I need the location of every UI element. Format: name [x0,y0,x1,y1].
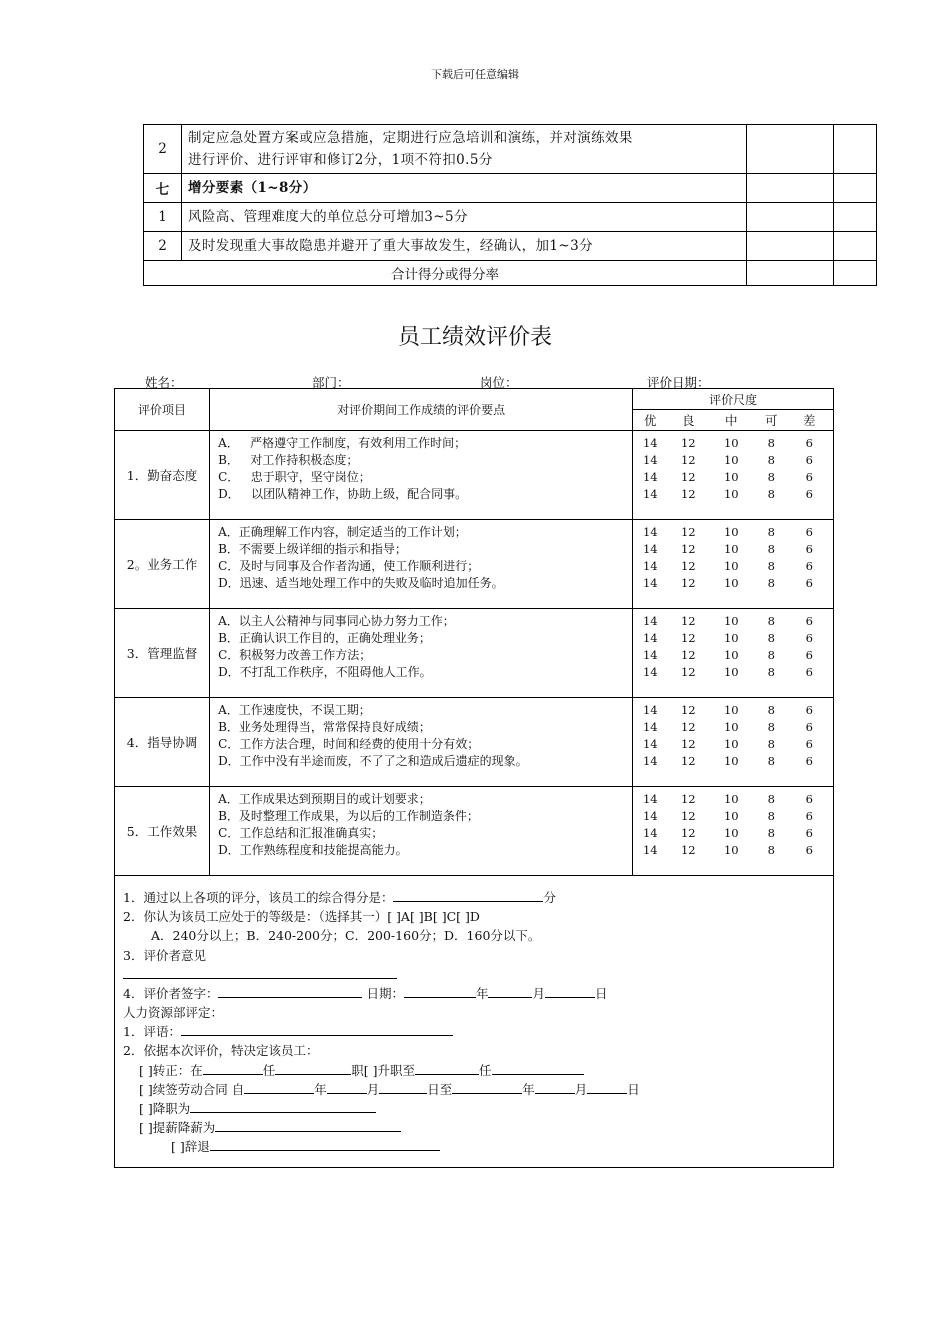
score-value[interactable]: 8 [767,614,775,628]
table-row [144,125,877,174]
total-row [144,261,877,286]
evaluation-point: D．不打乱工作秩序，不阻碍他人工作。 [218,665,432,679]
evaluation-points [210,698,633,787]
hr-evaluation-label: 人力资源部评定： [123,1005,224,1021]
evaluation-summary [115,876,834,1168]
score-row [633,825,833,842]
evaluation-item: 5．工作效果 [115,787,210,876]
row-text: 风险高、管理难度大的单位总分可增加3~5分 [182,203,747,232]
score-value[interactable]: 12 [680,737,696,751]
score-row [633,647,833,664]
score-value[interactable]: 6 [805,525,813,539]
evaluation-points [210,787,633,876]
score-value[interactable]: 6 [805,559,813,573]
renew-to-year[interactable] [452,1080,522,1094]
evaluation-point: B．正确认识工作目的，正确处理业务； [218,631,431,645]
score-value[interactable]: 8 [767,843,775,857]
row-number: 2 [144,125,182,174]
score-value[interactable]: 14 [642,843,658,857]
score-options [633,698,834,787]
score-row [633,486,833,503]
evaluation-row [115,431,834,520]
decision-label: 2．依据本次评价，特决定该员工： [123,1043,319,1059]
evaluation-row [115,787,834,876]
month-label: 月 [366,1081,380,1097]
col-scale-header: 评价尺度 [633,389,834,410]
score-value[interactable]: 12 [680,665,696,679]
date-label: 日期： [366,985,404,1001]
renew-to-day[interactable] [587,1080,627,1094]
ren-label: 任 [262,1062,276,1078]
score-row [633,791,833,808]
evaluation-table [114,388,834,1168]
evaluation-point: C．积极努力改善工作方法； [218,648,372,662]
score-value[interactable]: 8 [767,470,775,484]
score-value[interactable]: 12 [680,525,696,539]
row-number: 七 [144,174,182,203]
evaluation-point: B．业务处理得当，常常保持良好成绩； [218,720,431,734]
score-value[interactable]: 8 [767,665,775,679]
score-value[interactable]: 10 [723,487,739,501]
score-value[interactable]: 6 [805,665,813,679]
row-text: 及时发现重大事故隐患并避开了重大事故发生，经确认，加1~3分 [182,232,747,261]
evaluation-point: D．迅速、适当地处理工作中的失败及临时追加任务。 [218,576,504,590]
day-label: 日 [595,985,608,1001]
promote-from-field[interactable] [415,1061,479,1075]
post-label: 岗位： [480,375,518,390]
evaluation-points [210,520,633,609]
score-value[interactable]: 10 [723,648,739,662]
score-cell [834,232,877,261]
score-value[interactable]: 14 [642,754,658,768]
score-value[interactable]: 6 [805,470,813,484]
score-value[interactable]: 14 [642,648,658,662]
evaluation-point: A．工作速度快，不误工期； [218,703,371,717]
score-value[interactable]: 14 [642,614,658,628]
row-text: 增分要素（1~8分） [182,174,747,203]
score-value[interactable]: 10 [723,665,739,679]
evaluation-item: 3．管理监督 [115,609,210,698]
score-row [633,753,833,770]
score-value[interactable]: 12 [680,614,696,628]
dept-label: 部门： [312,375,350,390]
score-cell [834,125,877,174]
score-value[interactable]: 12 [680,843,696,857]
score-value[interactable]: 14 [642,525,658,539]
total-score-field[interactable] [393,888,543,902]
score-value[interactable]: 8 [767,436,775,450]
score-value[interactable]: 6 [805,703,813,717]
score-value[interactable]: 14 [642,576,658,590]
grade-label: 优 [644,413,657,428]
col-item-header: 评价项目 [115,389,210,431]
score-value[interactable]: 12 [680,631,696,645]
grade-label: 差 [803,413,816,428]
evaluation-point: B． 对工作持积极态度； [218,453,359,467]
table-row [144,203,877,232]
score-value[interactable]: 12 [680,792,696,806]
evaluation-point: D． 以团队精神工作，协助上级，配合同事。 [218,487,468,501]
score-value[interactable]: 8 [767,703,775,717]
score-value[interactable]: 14 [642,631,658,645]
grade-label: 良 [682,413,695,428]
score-value[interactable]: 8 [767,576,775,590]
score-value[interactable]: 8 [767,453,775,467]
score-row [633,613,833,630]
score-value[interactable]: 12 [680,542,696,556]
renew-from-year[interactable] [244,1080,314,1094]
score-cell [834,203,877,232]
grade-select-line[interactable]: 2．你认为该员工应处于的等级是：（选择其一）[ ]A[ ]B[ ]C[ ]D [123,909,480,925]
score-value[interactable]: 12 [680,453,696,467]
score-value[interactable]: 10 [723,792,739,806]
score-value[interactable]: 10 [723,559,739,573]
to-label: 日至 [427,1081,453,1097]
evaluation-points [210,431,633,520]
score-value[interactable]: 8 [767,631,775,645]
score-value[interactable]: 12 [680,470,696,484]
score-row [633,541,833,558]
ren-label: 任 [478,1062,492,1078]
score-value[interactable]: 8 [767,737,775,751]
score-value[interactable]: 12 [680,826,696,840]
evaluation-point: D．工作熟练程度和技能提高能力。 [218,843,408,857]
score-value[interactable]: 12 [680,487,696,501]
score-value[interactable]: 14 [642,809,658,823]
score-value[interactable]: 10 [723,436,739,450]
total-score-label: 1．通过以上各项的评分，该员工的综合得分是： [123,890,394,905]
dismiss-option[interactable]: [ ]辞退 [171,1139,210,1155]
score-value[interactable]: 10 [723,525,739,539]
score-value[interactable]: 14 [642,470,658,484]
evaluator-opinion-label: 3．评价者意见 [123,947,206,963]
renew-from-day[interactable] [379,1080,427,1094]
score-value[interactable]: 14 [642,559,658,573]
month-field[interactable] [488,984,532,998]
score-cell [747,203,834,232]
evaluation-point: C．及时与同事及合作者沟通，使工作顺利进行； [218,559,480,573]
score-value[interactable]: 10 [723,809,739,823]
score-value[interactable]: 10 [723,542,739,556]
score-value[interactable]: 8 [767,826,775,840]
evaluation-point: C．工作总结和汇报准确真实； [218,826,384,840]
score-value[interactable]: 6 [805,487,813,501]
score-value[interactable]: 6 [805,754,813,768]
score-value[interactable]: 10 [723,703,739,717]
score-value[interactable]: 10 [723,826,739,840]
score-row [633,736,833,753]
row-number: 2 [144,232,182,261]
year-label: 年 [475,985,489,1001]
grade-label: 可 [765,413,778,428]
score-value[interactable]: 14 [642,826,658,840]
score-value[interactable]: 12 [680,576,696,590]
promote-option[interactable]: 职[ ]升职至 [351,1062,415,1078]
score-value[interactable]: 8 [767,559,775,573]
month-label: 月 [574,1081,588,1097]
evaluation-point: C．工作方法合理，时间和经费的使用十分有效； [218,737,480,751]
score-value[interactable]: 10 [723,453,739,467]
score-value[interactable]: 14 [642,703,658,717]
score-value[interactable]: 6 [805,792,813,806]
table-row [144,174,877,203]
col-points-header: 对评价期间工作成绩的评价要点 [210,389,633,431]
score-value[interactable]: 12 [680,754,696,768]
evaluation-row [115,520,834,609]
evaluation-point: A．以主人公精神与同事同心协力努力工作； [218,614,455,628]
score-value[interactable]: 14 [642,542,658,556]
demote-field[interactable] [190,1099,376,1113]
evaluation-points [210,609,633,698]
grade-label: 中 [725,413,738,428]
score-value[interactable]: 12 [680,720,696,734]
confirm-post-field[interactable] [275,1061,351,1075]
evaluation-point: A．工作成果达到预期目的或计划要求； [218,792,431,806]
score-value[interactable]: 14 [642,453,658,467]
score-table-top [143,124,877,286]
score-options [633,520,834,609]
evaluator-sign-label: 4．评价者签字： [123,985,219,1001]
score-row [633,524,833,541]
evaluation-item: 2。业务工作 [115,520,210,609]
score-row [633,630,833,647]
renew-option[interactable]: [ ]续签劳动合同 自 [139,1081,245,1097]
grade-header [633,410,834,431]
comment-field[interactable] [181,1022,453,1036]
score-value[interactable]: 12 [680,559,696,573]
row-text-line: 制定应急处置方案或应急措施，定期进行应急培训和演练，并对演练效果 [188,130,633,146]
score-value[interactable]: 6 [805,542,813,556]
score-value[interactable]: 6 [805,436,813,450]
page-title: 员工绩效评价表 [397,325,552,350]
score-value[interactable]: 10 [723,754,739,768]
score-row [633,575,833,592]
score-value[interactable]: 10 [723,631,739,645]
score-value[interactable]: 10 [723,614,739,628]
score-value[interactable]: 8 [767,648,775,662]
score-value[interactable]: 10 [723,737,739,751]
score-cell [747,125,834,174]
evaluation-row [115,609,834,698]
page-header: 下载后可任意编辑 [431,68,519,81]
score-value[interactable]: 8 [767,525,775,539]
month-label: 月 [532,985,545,1001]
score-row [633,435,833,452]
score-value[interactable]: 10 [723,843,739,857]
confirm-from-field[interactable] [203,1061,263,1075]
score-value[interactable]: 12 [680,436,696,450]
score-value[interactable]: 6 [805,576,813,590]
score-value[interactable]: 12 [680,703,696,717]
name-label: 姓名： [145,375,183,390]
score-row [633,452,833,469]
score-value[interactable]: 14 [642,720,658,734]
score-row [633,842,833,859]
score-value[interactable]: 8 [767,792,775,806]
score-row [633,558,833,575]
table-row [144,232,877,261]
salary-field[interactable] [215,1118,401,1132]
score-unit: 分 [543,890,556,905]
evaluation-point: C． 忠于职守，坚守岗位； [218,470,371,484]
score-cell [747,261,834,286]
score-value[interactable]: 10 [723,576,739,590]
row-text-line: 进行评价、进行评审和修订2分，1项不符扣0.5分 [188,152,493,168]
score-cell [747,232,834,261]
score-row [633,664,833,681]
score-row [633,808,833,825]
score-row [633,719,833,736]
evaluation-point: B．及时整理工作成果，为以后的工作制造条件； [218,809,479,823]
evaluation-point: A． 严格遵守工作制度，有效利用工作时间； [218,436,467,450]
score-value[interactable]: 10 [723,720,739,734]
evaluation-point: A．正确理解工作内容，制定适当的工作计划； [218,525,467,539]
score-value[interactable]: 6 [805,843,813,857]
score-value[interactable]: 6 [805,648,813,662]
score-value[interactable]: 14 [642,665,658,679]
score-value[interactable]: 8 [767,487,775,501]
evaluation-point: B．不需要上级详细的指示和指导； [218,542,407,556]
evaluation-item: 4．指导协调 [115,698,210,787]
evaluator-opinion-field[interactable] [123,965,397,979]
score-value[interactable]: 6 [805,614,813,628]
evaluation-row [115,698,834,787]
score-value[interactable]: 8 [767,754,775,768]
score-row [633,469,833,486]
salary-option[interactable]: [ ]提薪降薪为 [139,1120,216,1136]
score-options [633,431,834,520]
promote-post-field[interactable] [492,1061,584,1075]
demote-option[interactable]: [ ]降职为 [139,1101,191,1117]
day-label: 日 [627,1081,640,1097]
score-value[interactable]: 12 [680,648,696,662]
confirm-option[interactable]: [ ]转正：在 [139,1062,203,1078]
score-value[interactable]: 6 [805,809,813,823]
score-options [633,609,834,698]
score-value[interactable]: 6 [805,826,813,840]
year-field[interactable] [404,984,476,998]
year-label: 年 [522,1081,535,1097]
score-value[interactable]: 14 [642,436,658,450]
score-options [633,787,834,876]
date-label: 评价日期： [647,375,710,390]
renew-to-month[interactable] [535,1080,575,1094]
score-cell [834,261,877,286]
score-value[interactable]: 14 [642,792,658,806]
score-cell [747,174,834,203]
score-value[interactable]: 8 [767,720,775,734]
score-value[interactable]: 14 [642,487,658,501]
score-row [633,702,833,719]
renew-from-month[interactable] [327,1080,367,1094]
score-value[interactable]: 6 [805,631,813,645]
score-cell [834,174,877,203]
evaluator-sign-field[interactable] [218,984,362,998]
comment-label: 1．评语： [123,1024,181,1040]
row-number: 1 [144,203,182,232]
score-value[interactable]: 8 [767,809,775,823]
dismiss-field[interactable] [210,1137,440,1151]
evaluation-point: D．工作中没有半途而废，不了了之和造成后遗症的现象。 [218,754,528,768]
score-value[interactable]: 10 [723,470,739,484]
score-value[interactable]: 6 [805,453,813,467]
score-value[interactable]: 14 [642,737,658,751]
year-label: 年 [314,1081,327,1097]
score-value[interactable]: 6 [805,720,813,734]
score-value[interactable]: 8 [767,542,775,556]
evaluation-item: 1．勤奋态度 [115,431,210,520]
total-label: 合计得分或得分率 [144,261,747,286]
grade-criteria: A．240分以上；B．240-200分；C．200-160分；D．160分以下。 [151,928,541,944]
day-field[interactable] [545,984,595,998]
score-value[interactable]: 6 [805,737,813,751]
row-text [182,125,747,174]
score-value[interactable]: 12 [680,809,696,823]
